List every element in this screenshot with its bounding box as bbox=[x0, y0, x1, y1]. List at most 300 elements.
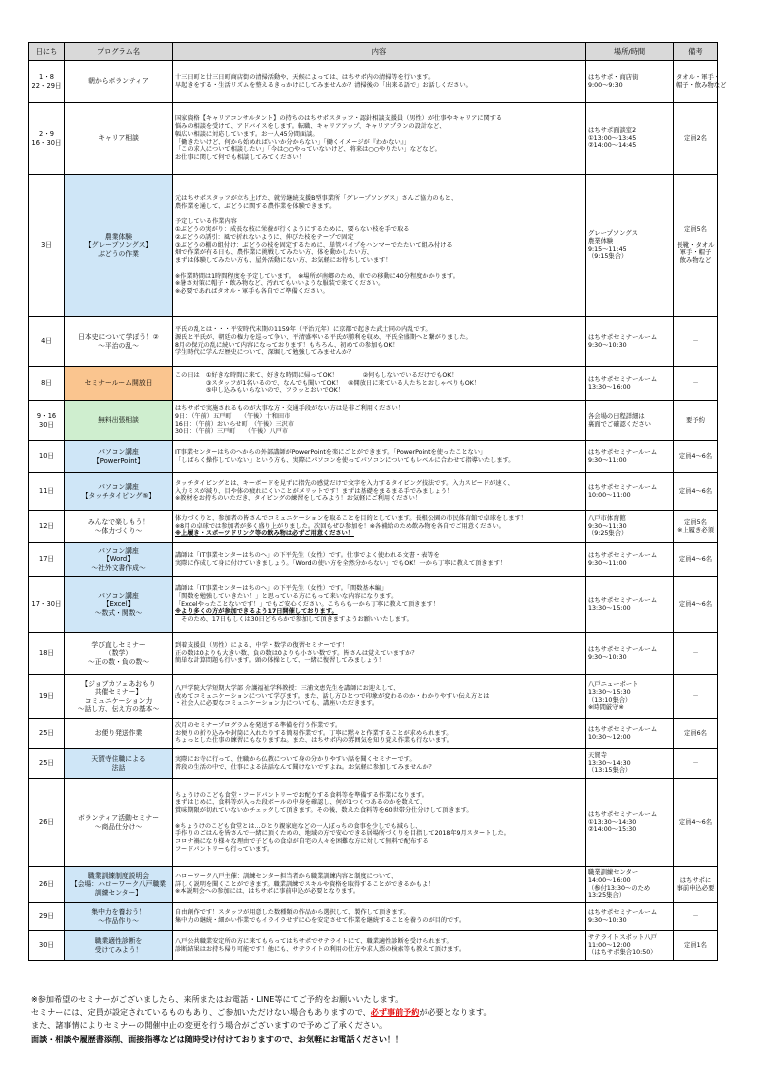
program-line: パソコン講座 bbox=[98, 483, 139, 492]
table-row bbox=[29, 441, 718, 473]
date-line: 16・30日 bbox=[31, 138, 62, 147]
cell-place bbox=[586, 103, 674, 175]
content-line: 予定している作業内容 bbox=[175, 218, 237, 226]
content-line: フードパントリーも行っています。 bbox=[175, 845, 274, 853]
content-line: ※より多くの方が参加できるよう17日開催しております。 bbox=[175, 608, 338, 616]
cell-program bbox=[65, 401, 173, 441]
place-line: はちサポセミナールーム bbox=[588, 333, 658, 341]
content-line: 実際にお寺に行って、住職から仏教について身の分かりやすい話を聞くセミナーです。 bbox=[175, 755, 416, 763]
place-line: 裏面でご確認ください bbox=[588, 420, 651, 428]
place-line: 八戸市体育館 bbox=[588, 514, 626, 522]
date-line: 22・29日 bbox=[31, 81, 62, 90]
note-line: － bbox=[692, 912, 699, 920]
content-line: 早起きをする・生活リズムを整えるきっかけにしてみませんか？清掃後の「出来る語で」お話しください。 bbox=[175, 81, 472, 89]
cell-note bbox=[674, 367, 718, 401]
date-line: 17・30日 bbox=[31, 600, 62, 609]
note-line: 定員4～6名 bbox=[678, 452, 713, 460]
content-line: ③スタッフが1名いるので、なんでも聞いてOK！ ④開放日に来ている人たちとおしゃべりもOK！ bbox=[175, 379, 481, 387]
cell-program bbox=[65, 577, 173, 633]
content-line: ③ぶどうの棚の組付け：ぶどうの枝を固定するために、単管パイプをハンマーでたたいて組み付ける bbox=[175, 241, 453, 249]
cell-place bbox=[586, 633, 674, 675]
place-line: はちサポセミナールーム bbox=[588, 551, 658, 559]
note-line: 軍手・帽子 bbox=[679, 249, 712, 257]
content-line: 「Excelやったことないです！」でもご安心ください。こちらも一から丁寧に教えて頂きます！ bbox=[175, 600, 439, 608]
cell-content bbox=[173, 867, 586, 903]
content-line: まずはじめに、食料等が入った段ボールの中身を確認し、何が1つくつあるのかを数えて、 bbox=[175, 799, 427, 807]
place-line: ①13:00～13:45 bbox=[588, 134, 637, 142]
place-line: 農業体験 bbox=[588, 237, 614, 245]
table-row bbox=[29, 317, 718, 367]
cell-content bbox=[173, 511, 586, 543]
date-line: 25日 bbox=[39, 729, 54, 738]
content-line: 体力づくりと、参加者の皆さんでコミュニケーションを取ることを目的としています。長根公園の市民体育館で卓球をします！ bbox=[175, 514, 527, 522]
date-line: 30日 bbox=[39, 420, 54, 429]
cell-note bbox=[674, 719, 718, 749]
cell-note bbox=[674, 473, 718, 511]
footer-line-reservation: ※参加希望のセミナーがございましたら、来所またはお電話・LINE等にてご予約をお願いいたします。 bbox=[31, 994, 404, 1004]
program-line: コミュニケーション力 bbox=[84, 696, 153, 705]
cell-program bbox=[65, 719, 173, 749]
place-line: 9:30～11:30 bbox=[588, 522, 627, 530]
cell-date bbox=[29, 903, 65, 931]
cell-content bbox=[173, 401, 586, 441]
place-line: ②14:00～14:45 bbox=[588, 142, 637, 150]
footer-line-capacity-a: セミナーには、定員が設定されているものもあり、ご参加いただけない場合もありますので、 bbox=[31, 1007, 371, 1018]
content-line: ※本説明会への参加には、はちサポに事前申込が必要となります。 bbox=[175, 888, 360, 896]
place-line: ※時間厳守※ bbox=[588, 704, 624, 712]
content-line: 実際に作成して身に付けていきましょう。「Wordの使い方を全然分からない」でもOK！一から丁寧に教えて頂きます！ bbox=[175, 559, 507, 567]
date-line: 17日 bbox=[39, 555, 54, 564]
date-line: 10日 bbox=[39, 452, 54, 461]
program-line: 集中力を養おう！ bbox=[91, 908, 146, 917]
content-line: 「この求人について相談したい」「今は○○やっていないけど、将来は○○やりたい」などなど。 bbox=[175, 146, 441, 154]
note-line: － bbox=[692, 649, 699, 657]
note-line bbox=[676, 234, 715, 242]
date-line: 18日 bbox=[39, 649, 54, 658]
place-line: はちサポセミナールーム bbox=[588, 908, 658, 916]
cell-content bbox=[173, 749, 586, 779]
note-line: 長靴・タオル bbox=[676, 241, 715, 249]
header-program: プログラム名 bbox=[65, 43, 173, 61]
cell-place bbox=[586, 931, 674, 961]
cell-date bbox=[29, 473, 65, 511]
place-line: はちサポセミナールーム bbox=[588, 645, 658, 653]
content-line: ちょっとした仕事の練習にもなりますね。また、はちサポ内の雰囲気を知り覚え作業も行ないます。 bbox=[175, 737, 453, 745]
program-line: 天賀寺住職による bbox=[91, 755, 146, 764]
content-line: 普段の生活の中で、仕事による法話なんて聞けないですよね。お気軽に参加してみませんか？ bbox=[175, 763, 435, 771]
content-line: コロナ禍になり様々な理由で子どもの食卓が自宅の人々を困難な方に対して無料で配布する bbox=[175, 838, 429, 845]
cell-program bbox=[65, 903, 173, 931]
table-row bbox=[29, 61, 718, 103]
place-line: はちサポ・商店街 bbox=[588, 73, 639, 81]
place-line: 9:30～10:30 bbox=[588, 653, 627, 661]
cell-note bbox=[674, 441, 718, 473]
date-line: 26日 bbox=[39, 880, 54, 889]
table-row bbox=[29, 577, 718, 633]
cell-date bbox=[29, 749, 65, 779]
content-line: 次月のセミナープログラムを発送する準備を行う作業です。 bbox=[175, 721, 342, 729]
cell-place bbox=[586, 779, 674, 867]
cell-content bbox=[173, 719, 586, 749]
table-row bbox=[29, 749, 718, 779]
content-line: 八戸学院大学短期大学部 介護福祉学科教授：三浦文恵先生を講師にお迎えして、 bbox=[175, 684, 400, 692]
content-line: 元はちサポスタッフが立ち上げた、就労継続支援B型事業所「グレープソングス」さんご協力のもと、 bbox=[175, 195, 458, 203]
place-line: 職業訓練センター bbox=[588, 868, 639, 876]
program-line: 学び直しセミナー bbox=[91, 640, 146, 649]
cell-place bbox=[586, 749, 674, 779]
program-line: ～数式・関数～ bbox=[94, 608, 143, 617]
content-line: 9日：（午前）五戸町 （午後）十和田市 bbox=[175, 412, 291, 420]
note-line: － bbox=[692, 759, 699, 767]
footer-line-capacity bbox=[31, 1006, 741, 1019]
program-line: ～話し方、伝え方の基本～ bbox=[77, 704, 160, 713]
cell-note bbox=[674, 675, 718, 719]
cell-content bbox=[173, 317, 586, 367]
table-row bbox=[29, 103, 718, 175]
header-note: 備考 bbox=[674, 43, 718, 61]
content-line: はちサポで実施されるものが大事な方・交通手段がない方は是非ご利用ください！ bbox=[175, 405, 404, 412]
program-line: ～体力づくり～ bbox=[94, 526, 143, 535]
program-line: 【ジョブカフェあおもり bbox=[81, 679, 156, 688]
note-line: 飲み物など bbox=[679, 257, 712, 265]
place-line: 9:15～11:45 bbox=[588, 245, 627, 253]
content-line: 詳しく説明を聞くことができます。職業訓練でスキルや資格を取得することができるかもよ！ bbox=[175, 880, 435, 888]
content-line: 8月の保元の乱に続いて内容になっております！もちろん、初めての参加もOK！ bbox=[175, 341, 399, 349]
program-schedule-table bbox=[28, 42, 727, 961]
cell-content bbox=[173, 543, 586, 577]
place-line: 9:30～11:00 bbox=[588, 559, 627, 567]
program-line: ～平治の乱～ bbox=[98, 341, 139, 350]
cell-content bbox=[173, 779, 586, 867]
content-line: この日は ①好きな時間に来て、好きな時間に帰ってOK！ ②何もしないでいるだけでもOK！ bbox=[175, 371, 458, 379]
program-line: パソコン講座 bbox=[98, 591, 139, 600]
program-line: ～商品仕分け～ bbox=[94, 822, 143, 831]
date-line: 9・16 bbox=[36, 412, 57, 421]
cell-date bbox=[29, 675, 65, 719]
content-line: まずは体験してみたい方も、屋外活動にない方、お気軽にお待ちしています！ bbox=[175, 257, 392, 265]
content-line: 幅広い相談に対応しています。お一人45分間面談。 bbox=[175, 130, 319, 138]
place-line: 各会場の日程詳細は bbox=[588, 412, 645, 420]
program-line: ボランティア活動セミナー bbox=[77, 814, 160, 823]
cell-place bbox=[586, 441, 674, 473]
place-line: 9:30～10:30 bbox=[588, 916, 627, 924]
cell-content bbox=[173, 675, 586, 719]
cell-date bbox=[29, 175, 65, 317]
content-line bbox=[175, 265, 583, 273]
cell-place bbox=[586, 903, 674, 931]
date-line: 3日 bbox=[41, 241, 52, 250]
note-line: はちサポに bbox=[679, 876, 712, 884]
program-line: ～社外文書作成～ bbox=[91, 563, 146, 572]
note-line: タオル・軍手・ bbox=[676, 73, 721, 81]
footer-line-capacity-c: が必要となります。 bbox=[419, 1007, 492, 1018]
cell-date bbox=[29, 103, 65, 175]
place-line: グレープソングス bbox=[588, 229, 638, 237]
table-row bbox=[29, 931, 718, 961]
cell-program bbox=[65, 633, 173, 675]
program-line: 農業体験 bbox=[104, 232, 133, 241]
content-line: 「関数を勉強していきたい！」と思っている方にもって来いな内容になります。 bbox=[175, 592, 398, 600]
content-line: 改めてコミュニケーションについて学びます。また、話し方ひとつで印象が変わるのか・わかりやすい伝え方とは bbox=[175, 692, 490, 700]
table-row bbox=[29, 473, 718, 511]
content-line: そのため、17日もしくは30日どちらかで参加して頂きますようお願いいたします。 bbox=[175, 616, 413, 624]
cell-date bbox=[29, 931, 65, 961]
cell-place bbox=[586, 511, 674, 543]
cell-note bbox=[674, 903, 718, 931]
place-line: 13:25集合） bbox=[588, 892, 626, 900]
program-line: 【Excel】 bbox=[102, 600, 135, 609]
content-line: ・社会人に必要なコミュニケーション力についても、講座いただきます。 bbox=[175, 700, 379, 708]
date-line: 26日 bbox=[39, 818, 54, 827]
content-line: ※教材をお持ちのいただき、タイピングの練習をしてみよう！お気軽にご利用ください！ bbox=[175, 495, 421, 503]
program-line: （数学） bbox=[104, 649, 133, 658]
cell-program bbox=[65, 543, 173, 577]
cell-program bbox=[65, 675, 173, 719]
cell-date bbox=[29, 719, 65, 749]
content-line: 診断結果はお持ち帰り可能です！他にも、サテライトの利用の仕方や求人票の検索等も教えて頂けます。 bbox=[175, 945, 466, 953]
header-place: 場所/時間 bbox=[586, 43, 674, 61]
place-line: （13:10集合） bbox=[588, 696, 632, 704]
cell-content bbox=[173, 903, 586, 931]
content-line: 集中力の継続・細かい作業でもイライラせずに心を安定させて作業を継続することを養うのが目的です。 bbox=[175, 916, 466, 924]
content-line: ハローワーク八戸主催：訓練センター担当者から職業訓練内容と制度について、 bbox=[175, 872, 398, 880]
content-line: ②ぶどうの誘引：風で折れないように、伸びた枝をテープで固定 bbox=[175, 233, 354, 241]
program-line: 訓練センター】 bbox=[94, 888, 143, 897]
content-line: ※8月の卓球では参加者が多く盛り上がりました。次回もぜひ参加を！※各補給のため飲み物を各自でご用意ください。 bbox=[175, 522, 505, 530]
cell-date bbox=[29, 441, 65, 473]
cell-note bbox=[674, 543, 718, 577]
cell-program bbox=[65, 367, 173, 401]
note-line: 事前申込必要 bbox=[676, 884, 715, 892]
content-line: ※上履き・スポーツドリンク等の飲み物は必ずご用意ください！ bbox=[175, 530, 354, 538]
header-content: 内容 bbox=[173, 43, 586, 61]
cell-content bbox=[173, 61, 586, 103]
program-line: 職業適性診断を bbox=[94, 937, 143, 946]
place-line: はちサポセミナールーム bbox=[588, 810, 658, 818]
place-line: 14:00～16:00 bbox=[588, 876, 631, 884]
cell-note bbox=[674, 931, 718, 961]
content-line: 源氏と平氏が、朝廷の権力を巡って争い、平清盛率いる平氏が勝利を収め、平氏全盛期へと繋がりました。 bbox=[175, 333, 472, 341]
footer-line-contact: 面談・相談や履歴書添削、面接指導などは随時受け付けておりますので、お気軽にお電話ください！！ bbox=[31, 1033, 404, 1044]
content-line: お便りの折り込みや封筒に入れたりする簡易作業です。丁寧に黙々と作業することが求められます。 bbox=[175, 729, 453, 737]
place-line: ②14:00～15:30 bbox=[588, 826, 637, 834]
program-line: ～正の数・負の数～ bbox=[87, 657, 150, 666]
content-line: 30日：（午前）三戸町 （午後）八戸市 bbox=[175, 428, 289, 436]
cell-date bbox=[29, 317, 65, 367]
cell-content bbox=[173, 175, 586, 317]
program-line: キャリア相談 bbox=[98, 134, 139, 143]
table-row bbox=[29, 903, 718, 931]
table-row bbox=[29, 401, 718, 441]
date-line: 19日 bbox=[39, 692, 54, 701]
content-line: 正の数は0よりも大きい数、負の数は0よりも小さい数です。皆さんは覚えていますか？ bbox=[175, 649, 418, 657]
content-line: 国家資格【キャリアコンサルタント】の持ちのはちサポスタッフ・認針相談支援員（男性）が仕事やキャリアに関する bbox=[175, 115, 503, 123]
cell-content bbox=[173, 367, 586, 401]
program-line: 無料出張相談 bbox=[98, 416, 139, 425]
cell-program bbox=[65, 61, 173, 103]
program-line: 【Word】 bbox=[102, 555, 135, 564]
cell-program bbox=[65, 473, 173, 511]
table-row bbox=[29, 719, 718, 749]
program-line: ぶどうの作業 bbox=[98, 249, 139, 258]
content-line: 簡単な計算問題も行います。頭の体操として、一緒に復習してみましょう！ bbox=[175, 657, 385, 665]
place-line: 9:30～10:30 bbox=[588, 341, 627, 349]
cell-program bbox=[65, 511, 173, 543]
cell-program bbox=[65, 749, 173, 779]
program-line: セミナールーム開放日 bbox=[84, 379, 153, 388]
content-line: 講師は「IT事業センターはちのへ」の下平先生（女性）です。仕事でよく使われる文書・表等を bbox=[175, 551, 440, 559]
table-row bbox=[29, 543, 718, 577]
content-line: 賞味期限が切れていないかチェックして頂きます。その後、数えた食料等を60世帯分仕分けして頂きます。 bbox=[175, 807, 473, 814]
cell-place bbox=[586, 719, 674, 749]
cell-note bbox=[674, 577, 718, 633]
content-line: ちょうけのこども食堂・フードパントリーでお配りする食料等を準備する作業になります。 bbox=[175, 791, 428, 799]
date-line: 25日 bbox=[39, 759, 54, 768]
program-line: 【グレープソングス】 bbox=[84, 241, 153, 250]
cell-place bbox=[586, 577, 674, 633]
program-line: みんなで楽しもう！ bbox=[87, 518, 150, 527]
place-line: 13:30～16:00 bbox=[588, 383, 631, 391]
content-line: お仕事に関して何でも相談してみてください！ bbox=[175, 154, 305, 161]
cell-content bbox=[173, 577, 586, 633]
note-line: 定員4～6名 bbox=[678, 487, 713, 495]
cell-date bbox=[29, 511, 65, 543]
content-line: ※暑さ対策に帽子・飲み物など、汚れてもいいような服装で来てください。 bbox=[175, 280, 385, 288]
cell-program bbox=[65, 441, 173, 473]
place-line: （9:15集合） bbox=[588, 253, 628, 261]
content-line: タッチタイピングとは、キーボードを見ずに指先の感覚だけで文字を入力するタイピング技法です。入力スピードが速く、 bbox=[175, 479, 514, 487]
program-line: 【会場：ハローワーク八戸職業 bbox=[70, 880, 167, 889]
program-line: 【PowerPoint】 bbox=[92, 456, 145, 465]
date-line: 8日 bbox=[41, 379, 52, 388]
program-line: 職業訓練制度説明会 bbox=[87, 871, 150, 880]
date-line: 29日 bbox=[39, 912, 54, 921]
content-line: 悩みの相談を受けて、アドバイスをします。転職、キャリアアップ、キャリアプランの設計など、 bbox=[175, 123, 446, 130]
place-line: （はちサポ集合10:50） bbox=[588, 949, 657, 957]
cell-note bbox=[674, 401, 718, 441]
cell-note bbox=[674, 867, 718, 903]
note-line: 定員4～6名 bbox=[678, 818, 713, 826]
place-line: はちサポセミナールーム bbox=[588, 483, 658, 491]
cell-note bbox=[674, 61, 727, 103]
content-line: 手作りのごはんを皆さんで一緒に頂くための、地域の方で安心できる居場所づくりを目指して2018年9月スタートした。 bbox=[175, 830, 510, 838]
note-line: － bbox=[692, 337, 699, 345]
content-line: 入力ミスが減り、目や体の疲れにくいことがメリットです！まずは基礎をまるまる手でみましょう！ bbox=[175, 487, 454, 495]
cell-place bbox=[586, 367, 674, 401]
content-line: ※作業時間は1時間程度を予定しています。 ※場所が南郷のため、車での移動に40分程度かかります。 bbox=[175, 272, 459, 280]
place-line: （9:25集合） bbox=[588, 530, 628, 538]
place-line: 11:00～12:00 bbox=[588, 941, 631, 949]
place-line: 13:30～14:30 bbox=[588, 759, 631, 767]
cell-date bbox=[29, 577, 65, 633]
place-line: （13:15集合） bbox=[588, 767, 632, 775]
cell-content bbox=[173, 441, 586, 473]
content-line: 八戸公共職業安定所の方に来てもらってはちサポでサテライトにて、職業適性診断を受けられます。 bbox=[175, 937, 453, 945]
cell-note bbox=[674, 317, 718, 367]
note-line: － bbox=[692, 692, 699, 700]
cell-note bbox=[674, 749, 718, 779]
content-line: ⑤申し込みもいらないので、フラッとおいでOK！ bbox=[175, 387, 344, 395]
content-line: 自由創作です！スタッフが用意した数種類の作品から選択して、製作して頂きます。 bbox=[175, 908, 410, 916]
place-line: 10:30～12:00 bbox=[588, 733, 631, 741]
content-line: 平氏の乱とは・・・平安時代末期の1159年（平治元年）に京都で起きた武士同の内乱です。 bbox=[175, 326, 432, 333]
program-line: 法話 bbox=[111, 763, 126, 772]
note-line: 定員2名 bbox=[684, 134, 707, 142]
program-line: 【タッチタイピング⑤】 bbox=[81, 491, 156, 500]
cell-date bbox=[29, 779, 65, 867]
cell-note bbox=[674, 103, 718, 175]
place-line: はちサポセミナールーム bbox=[588, 448, 658, 456]
cell-place bbox=[586, 175, 674, 317]
content-line: IT事業センターはちのへからの外部講師がPowerPointを楽にごとができます。「PowerPointを使ったことない」 bbox=[175, 448, 487, 456]
cell-program bbox=[65, 175, 173, 317]
content-line bbox=[175, 815, 583, 823]
place-line: はちサポセミナールーム bbox=[588, 375, 658, 383]
content-line: 学生時代に学んだ歴史について、深堀して勉強してみませんか？ bbox=[175, 349, 355, 357]
note-line: 定員5名 bbox=[684, 518, 707, 526]
note-line: 帽子・飲み物など bbox=[676, 81, 727, 89]
cell-program bbox=[65, 317, 173, 367]
place-line: 13:30～15:00 bbox=[588, 604, 631, 612]
program-line: パソコン講座 bbox=[98, 448, 139, 457]
note-line: 定員4～6名 bbox=[678, 600, 713, 608]
content-line: 講師は「IT事業センターはちのへ」の下平先生（女性）です。「関数基本編」 bbox=[175, 585, 388, 593]
place-line: はちサポ面談室2 bbox=[588, 126, 637, 134]
content-line: ※ちょうけのこども食堂とは…ひとり親家庭などの一人ぼっちの食事を少しでも減らし、 bbox=[175, 822, 422, 830]
cell-program bbox=[65, 779, 173, 867]
program-line: 日本史について学ぼう！② bbox=[78, 333, 159, 342]
place-line: 13:30～15:30 bbox=[588, 688, 631, 696]
content-line: 16日：（午前）おいらせ町 （午後）三沢市 bbox=[175, 420, 295, 428]
table-row bbox=[29, 175, 718, 317]
cell-place bbox=[586, 675, 674, 719]
program-line: 朝からボランティア bbox=[88, 77, 149, 86]
place-line: （参付13:30～のため bbox=[588, 884, 651, 892]
content-line: 十三日町と廿三日町商店街の清掃活動や、天候によっては、はちサポ内の清掃等を行います。 bbox=[175, 73, 435, 81]
table-row bbox=[29, 779, 718, 867]
place-line: ①13:30～14:30 bbox=[588, 818, 637, 826]
place-line: 八戸ニューポート bbox=[588, 680, 639, 688]
content-line: ①ぶどうの実がり：成長な枝に栄養が行くようにするために、要らない枝を手で取る bbox=[175, 226, 410, 234]
cell-date bbox=[29, 633, 65, 675]
cell-place bbox=[586, 867, 674, 903]
cell-content bbox=[173, 931, 586, 961]
content-line: ※必要であればタオル・軍手も各自でご準備ください。 bbox=[175, 288, 329, 296]
cell-place bbox=[586, 473, 674, 511]
content-line: 「働きたいけど、何から始めればいいか分からない」「働くイメージが『わかない』」 bbox=[175, 138, 410, 146]
place-line: サテライトスポット八戸 bbox=[588, 933, 658, 941]
date-line: 1・8 bbox=[39, 73, 54, 82]
table-body bbox=[29, 61, 727, 961]
cell-place bbox=[586, 317, 674, 367]
cell-place bbox=[586, 543, 674, 577]
note-line: 定員1名 bbox=[684, 941, 707, 949]
place-line: 天賀寺 bbox=[588, 751, 607, 759]
program-line: ～作品作り～ bbox=[98, 916, 139, 925]
cell-date bbox=[29, 401, 65, 441]
table-row bbox=[29, 511, 718, 543]
table-row bbox=[29, 867, 718, 903]
date-line: 2・9 bbox=[39, 130, 54, 139]
date-line: 30日 bbox=[39, 941, 54, 950]
table-row bbox=[29, 675, 718, 719]
place-line: はちサポセミナールーム bbox=[588, 725, 658, 733]
place-line: 9:30～11:00 bbox=[588, 456, 627, 464]
content-line: 「しばらく操作していない」という方も、実際にパソコンを使ってパソコンについてもレベルに合わせて指導いたします。 bbox=[175, 456, 515, 464]
cell-place bbox=[586, 61, 674, 103]
program-line: 受けてみよう！ bbox=[94, 945, 143, 954]
program-line: 共催セミナー】 bbox=[94, 688, 143, 697]
